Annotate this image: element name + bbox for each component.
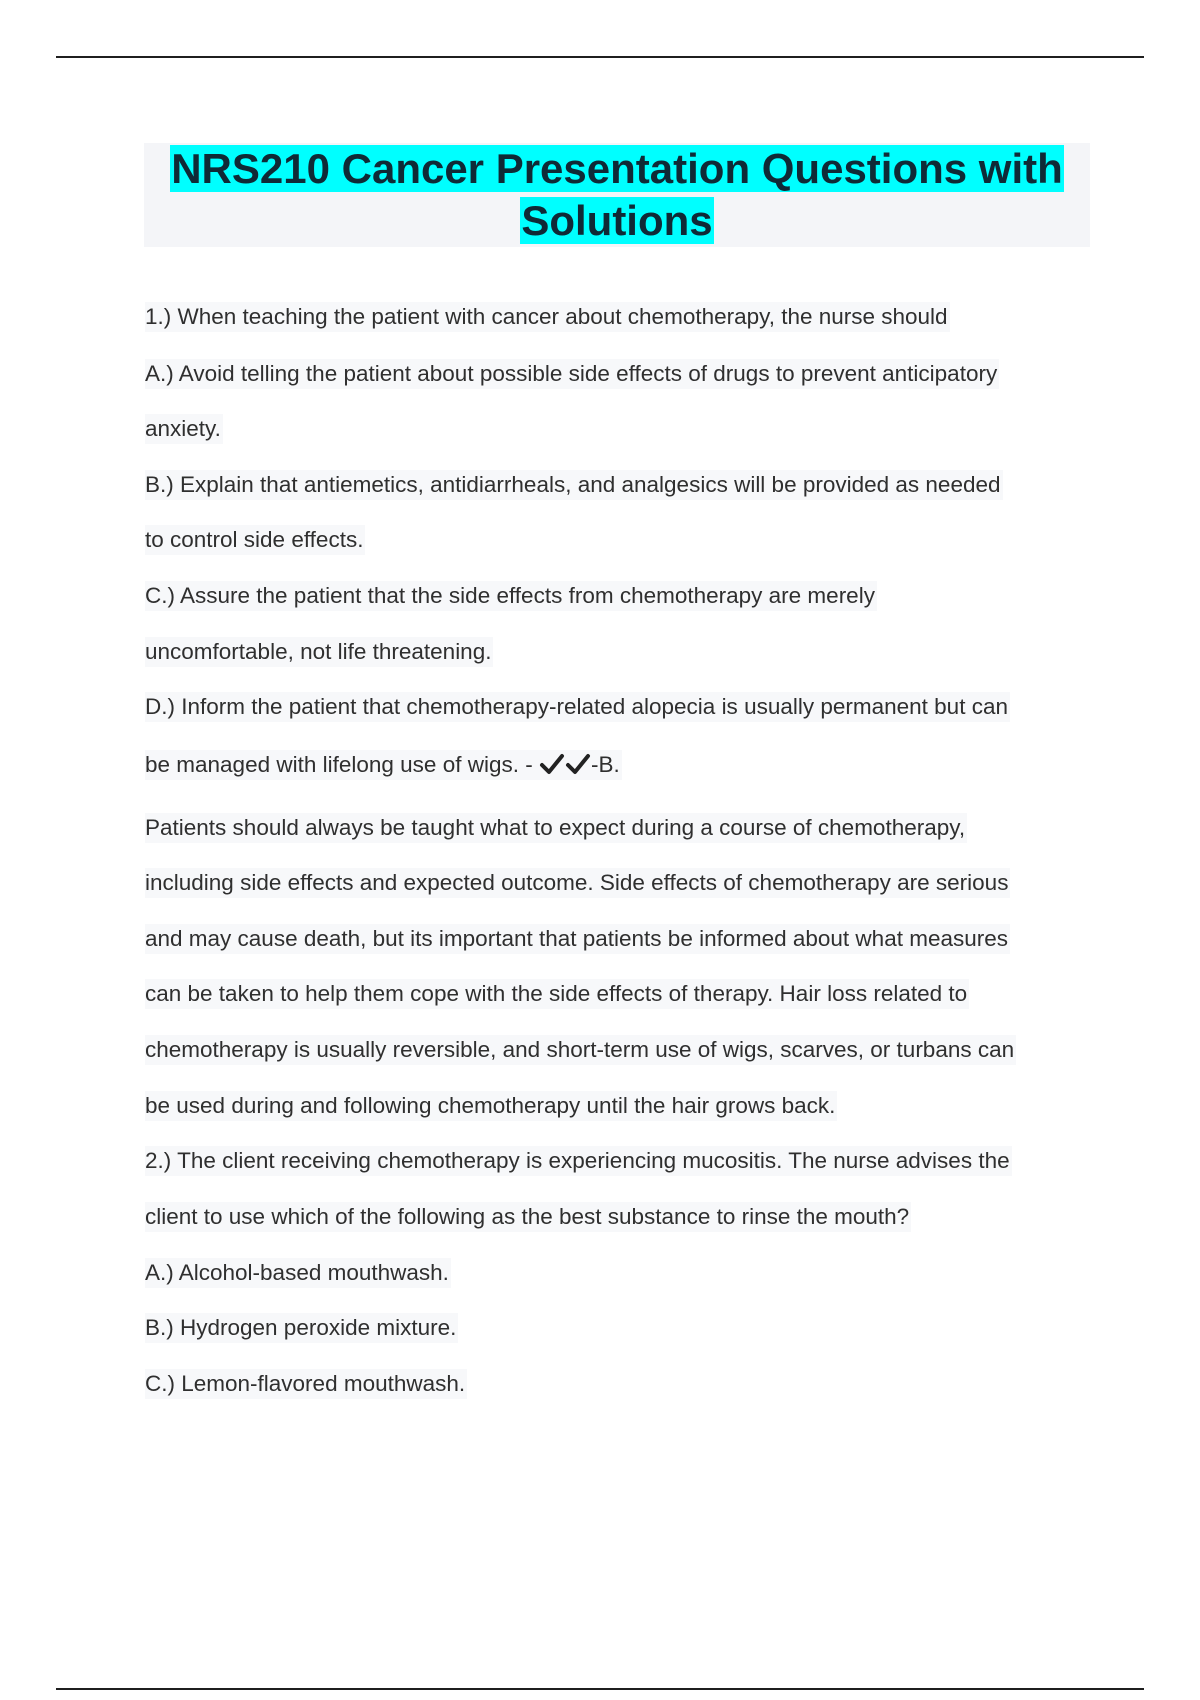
question-1-stem: 1.) When teaching the patient with cancer about chemotherapy, the nurse should — [145, 302, 950, 332]
question-1-option-a-cont: anxiety. — [145, 414, 223, 444]
answer-line — [145, 750, 622, 780]
answer-suffix: -B. — [590, 752, 620, 777]
rationale-line: can be taken to help them cope with the side effects of therapy. Hair loss related to — [145, 979, 969, 1009]
title-line-2: Solutions — [521, 197, 713, 244]
rationale-line: and may cause death, but its important that patients be informed about what measures — [145, 924, 1010, 954]
question-1-option-b: B.) Explain that antiemetics, antidiarrheals, and analgesics will be provided as needed — [145, 470, 1003, 500]
top-rule — [56, 56, 1144, 58]
title-block — [144, 143, 1090, 247]
question-2-option-a: A.) Alcohol-based mouthwash. — [145, 1258, 451, 1288]
bottom-rule — [56, 1688, 1144, 1690]
question-1-option-b-cont: to control side effects. — [145, 525, 365, 555]
rationale-line: be used during and following chemotherapy until the hair grows back. — [145, 1091, 837, 1121]
question-1-option-c: C.) Assure the patient that the side effects from chemotherapy are merely — [145, 581, 877, 611]
rationale-line: including side effects and expected outcome. Side effects of chemotherapy are serious — [145, 868, 1010, 898]
question-2-stem-cont: client to use which of the following as the best substance to rinse the mouth? — [145, 1202, 911, 1232]
question-2-option-c: C.) Lemon-flavored mouthwash. — [145, 1369, 467, 1399]
page-title — [144, 143, 1090, 247]
check-mark-icon — [539, 751, 565, 777]
rationale-line: chemotherapy is usually reversible, and short-term use of wigs, scarves, or turbans can — [145, 1035, 1016, 1065]
rationale-line: Patients should always be taught what to expect during a course of chemotherapy, — [145, 813, 967, 843]
question-2-stem: 2.) The client receiving chemotherapy is experiencing mucositis. The nurse advises the — [145, 1146, 1012, 1176]
check-mark-icon — [565, 751, 591, 777]
answer-prefix: be managed with lifelong use of wigs. - — [145, 752, 539, 777]
question-1-option-a: A.) Avoid telling the patient about possible side effects of drugs to prevent anticipatory — [145, 359, 999, 389]
question-2-option-b: B.) Hydrogen peroxide mixture. — [145, 1313, 458, 1343]
question-1-option-d: D.) Inform the patient that chemotherapy-related alopecia is usually permanent but can — [145, 692, 1010, 722]
question-1-option-c-cont: uncomfortable, not life threatening. — [145, 637, 493, 667]
title-line-1: NRS210 Cancer Presentation Questions with — [171, 145, 1063, 192]
